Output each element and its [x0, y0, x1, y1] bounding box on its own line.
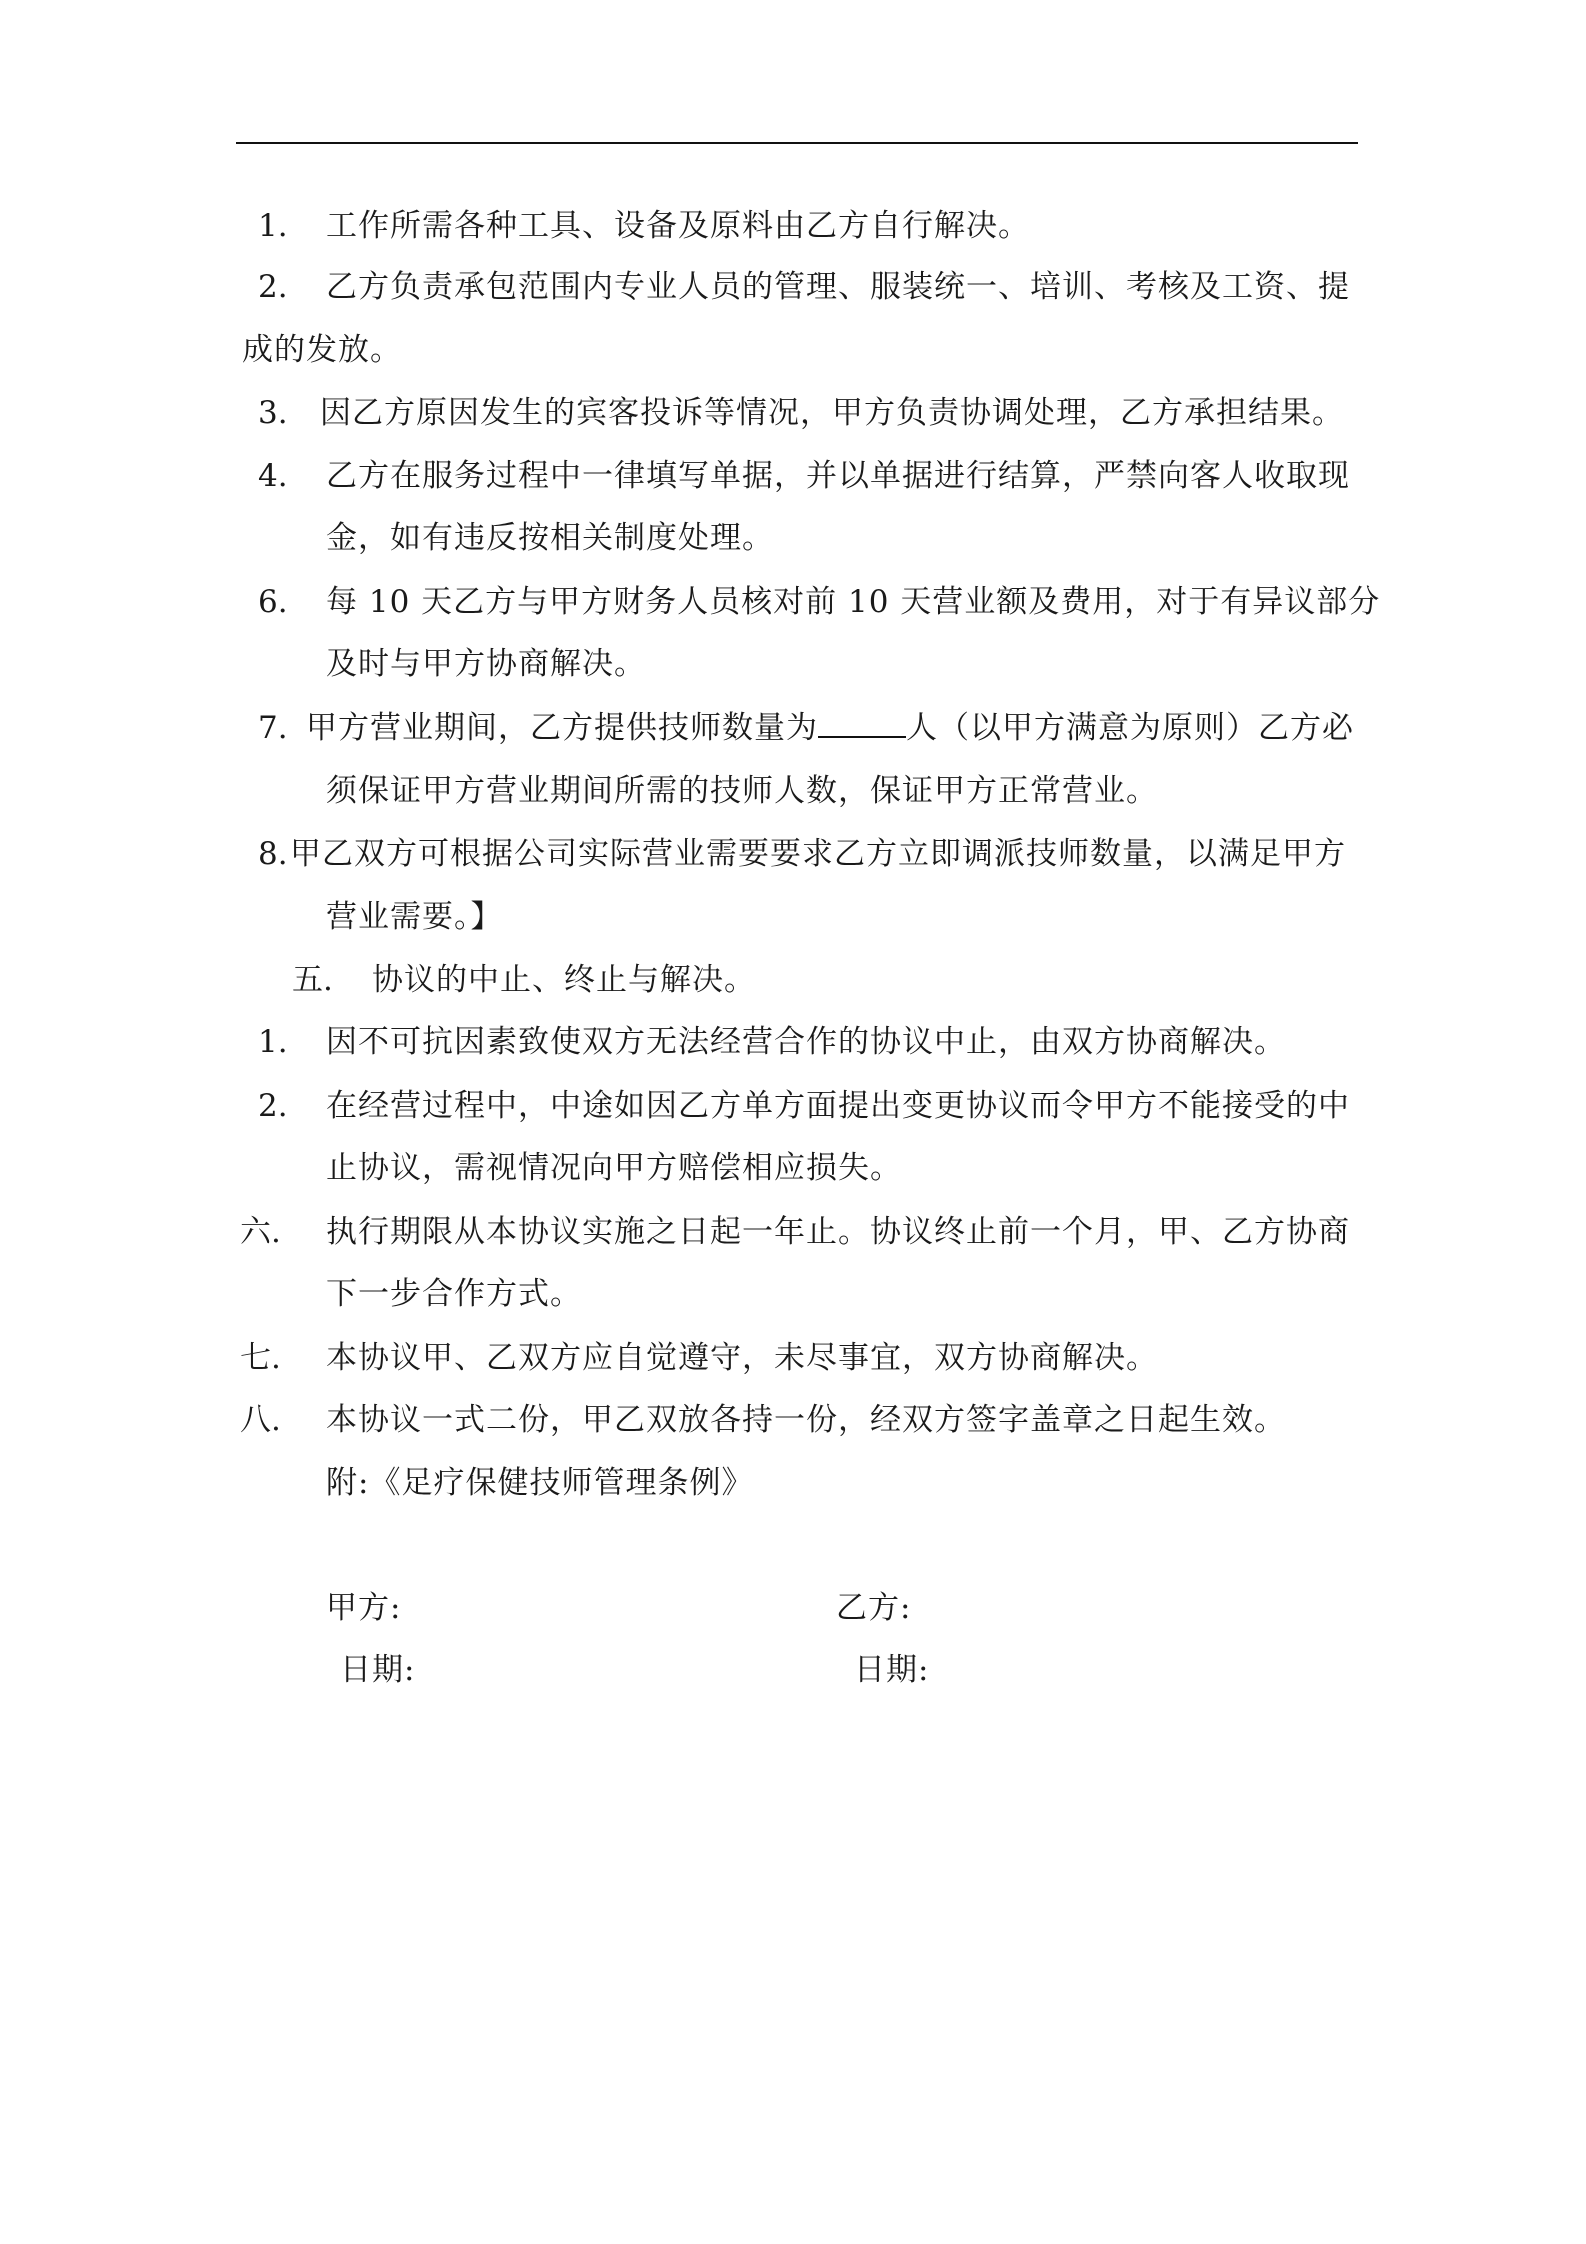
- fill-in-blank: [818, 708, 906, 738]
- party-a-signature-label: 甲方:: [326, 1590, 402, 1626]
- item-continuation: 营业需要。】: [326, 899, 503, 935]
- party-a-date-label: 日期:: [340, 1652, 416, 1688]
- item-number: 4.: [258, 458, 288, 494]
- item-continuation: 止协议，需视情况向甲方赔偿相应损失。: [326, 1150, 902, 1186]
- item-text: 工作所需各种工具、设备及原料由乙方自行解决。: [326, 208, 1030, 244]
- item-text: [306, 708, 1354, 748]
- section-text: 本协议甲、乙双方应自觉遵守，未尽事宜，双方协商解决。: [326, 1340, 1158, 1376]
- section-number: 五.: [292, 962, 333, 998]
- party-b-date-label: 日期:: [854, 1652, 930, 1688]
- section-text: 执行期限从本协议实施之日起一年止。协议终止前一个月，甲、乙方协商: [326, 1214, 1350, 1250]
- header-rule: [236, 142, 1358, 144]
- attachment-note: 附:《足疗保健技师管理条例》: [326, 1465, 754, 1501]
- item-number: 2.: [258, 269, 288, 305]
- item-text-part-a: 甲方营业期间，乙方提供技师数量为: [306, 710, 818, 746]
- item-number: 8.: [258, 836, 288, 872]
- party-b-signature-label: 乙方:: [836, 1590, 912, 1626]
- item-text: 因乙方原因发生的宾客投诉等情况，甲方负责协调处理，乙方承担结果。: [320, 395, 1344, 431]
- item-text: 乙方在服务过程中一律填写单据，并以单据进行结算，严禁向客人收取现: [326, 458, 1350, 494]
- item-continuation: 须保证甲方营业期间所需的技师人数，保证甲方正常营业。: [326, 773, 1158, 809]
- section-continuation: 下一步合作方式。: [326, 1276, 582, 1312]
- section-text: 本协议一式二份，甲乙双放各持一份，经双方签字盖章之日起生效。: [326, 1402, 1286, 1438]
- item-text: 甲乙双方可根据公司实际营业需要要求乙方立即调派技师数量，以满足甲方: [290, 836, 1346, 872]
- section-number: 七.: [240, 1340, 281, 1376]
- item-text: 在经营过程中，中途如因乙方单方面提出变更协议而令甲方不能接受的中: [326, 1088, 1350, 1124]
- item-number: 2.: [258, 1088, 288, 1124]
- item-number: 6.: [258, 584, 288, 620]
- item-continuation: 金，如有违反按相关制度处理。: [326, 520, 774, 556]
- section-number: 八.: [240, 1402, 281, 1438]
- item-number: 1.: [258, 1024, 288, 1060]
- item-continuation: 成的发放。: [242, 332, 402, 368]
- item-continuation: 及时与甲方协商解决。: [326, 646, 646, 682]
- item-text-part-b: 人（以甲方满意为原则）乙方必: [906, 710, 1354, 746]
- section-heading: 协议的中止、终止与解决。: [372, 962, 756, 998]
- section-number: 六.: [240, 1214, 281, 1250]
- item-text: 每 10 天乙方与甲方财务人员核对前 10 天营业额及费用，对于有异议部分: [326, 584, 1381, 620]
- item-text: 乙方负责承包范围内专业人员的管理、服装统一、培训、考核及工资、提: [326, 269, 1350, 305]
- item-text: 因不可抗因素致使双方无法经营合作的协议中止，由双方协商解决。: [326, 1024, 1286, 1060]
- item-number: 3.: [258, 395, 288, 431]
- item-number: 1.: [258, 208, 288, 244]
- item-number: 7.: [258, 710, 288, 746]
